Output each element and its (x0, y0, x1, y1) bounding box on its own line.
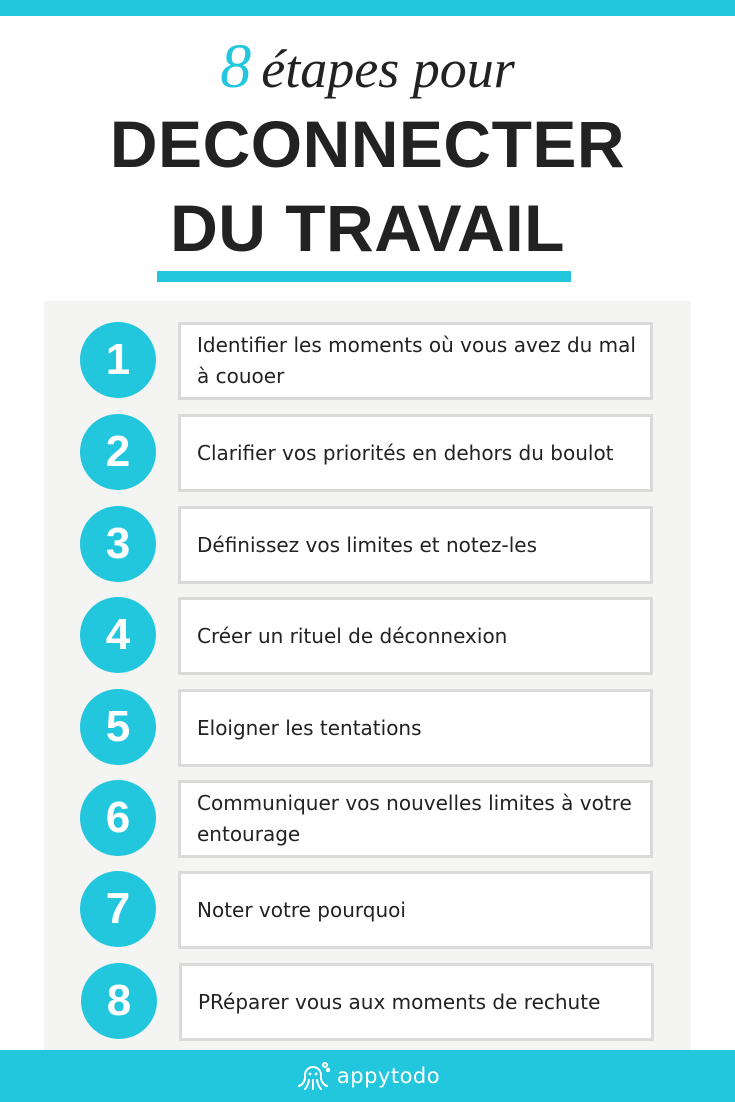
step-text-4: Créer un rituel de déconnexion (197, 623, 508, 648)
step-number-badge-6: 6 (80, 780, 156, 856)
step-text-5: Eloigner les tentations (197, 715, 422, 740)
title-line-2: DECONNECTER (109, 107, 626, 181)
step-box-4 (178, 597, 653, 675)
step-text-7: Noter votre pourquoi (197, 897, 406, 922)
step-number-badge-2: 2 (80, 414, 156, 490)
top-accent-bar (0, 0, 735, 16)
title-line-3: DU TRAVAIL (170, 191, 565, 265)
footer-bar (0, 1050, 735, 1102)
octopus-icon (295, 1058, 331, 1094)
step-box-3 (178, 506, 653, 584)
step-box-8 (179, 963, 654, 1041)
step-text-8: PRéparer vous aux moments de rechute (198, 989, 601, 1014)
step-text-2: Clarifier vos priorités en dehors du boulot (197, 440, 614, 465)
step-number-badge-3: 3 (80, 506, 156, 582)
step-box-2 (178, 414, 653, 492)
step-box-6 (178, 780, 653, 858)
step-text-1: Identifier les moments où vous avez du mal à couoer (197, 333, 636, 388)
step-box-5 (178, 689, 653, 767)
title-underline (157, 271, 571, 282)
title-line-1 (0, 30, 735, 106)
step-number-badge-7: 7 (80, 871, 156, 947)
brand-name: appytodo (336, 1064, 441, 1088)
step-number-badge-8: 8 (81, 963, 157, 1039)
step-number-badge-1: 1 (80, 322, 156, 398)
step-number-badge-5: 5 (80, 689, 156, 765)
step-box-1 (178, 322, 653, 400)
step-number-badge-4: 4 (80, 597, 156, 673)
title-script: étapes pour (261, 39, 515, 99)
step-text-6: Communiquer vos nouvelles limites à votre entourage (197, 791, 632, 846)
step-box-7 (178, 871, 653, 949)
step-text-3: Définissez vos limites et notez-les (197, 532, 538, 557)
title-number: 8 (220, 33, 252, 101)
